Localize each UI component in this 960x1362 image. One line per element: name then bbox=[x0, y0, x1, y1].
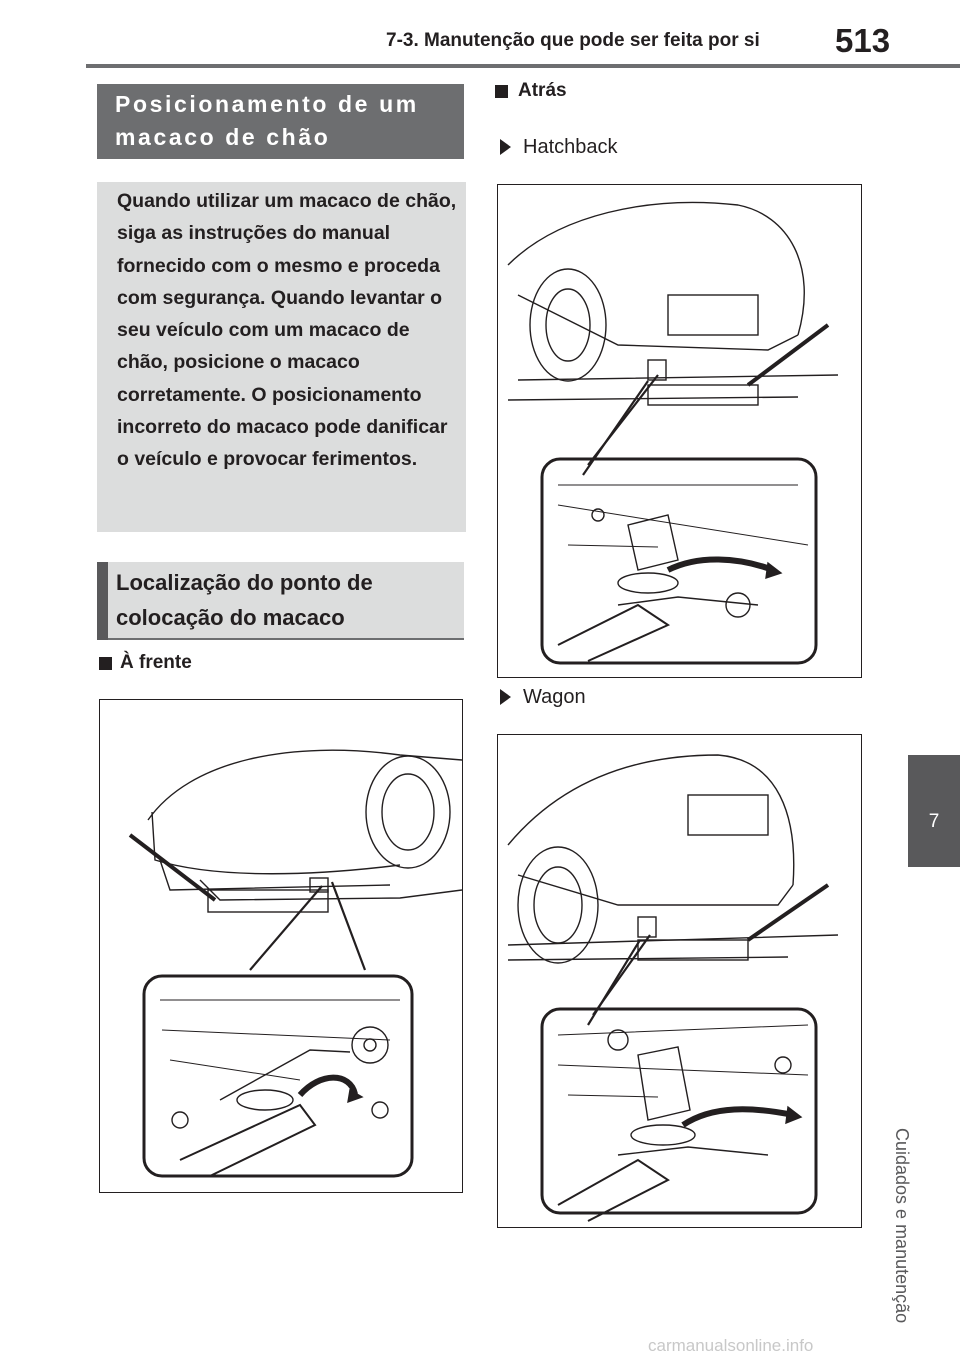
info-box-text: Quando utilizar um macaco de chão, siga as instruções do manual fornecido com o mesmo e proceda com segurança. Quando levantar o seu veículo com um macaco de chão, posicione o macaco corretamente. O posicionamento incorreto do macaco pode danificar o veículo e provocar ferimentos. bbox=[117, 190, 457, 471]
chapter-label: Cuidados e manutenção bbox=[892, 1128, 912, 1324]
bullet-square-front bbox=[99, 657, 112, 670]
subheading-rear: Atrás bbox=[518, 80, 567, 101]
figure-rear-hatchback bbox=[497, 184, 862, 678]
section-heading-jack-point bbox=[97, 562, 464, 640]
page-number: 513 bbox=[835, 22, 891, 59]
figure-front-jack-point bbox=[99, 699, 463, 1193]
bullet-triangle-wagon bbox=[500, 689, 511, 705]
bullet-square-rear bbox=[495, 85, 508, 98]
section-heading-text: Localização do ponto de colocação do macaco bbox=[116, 570, 373, 630]
section-heading-bar bbox=[97, 562, 108, 640]
header-rule bbox=[86, 64, 960, 68]
subheading-front: À frente bbox=[120, 652, 192, 673]
section-heading-text: Posicionamento de um macaco de chão bbox=[115, 91, 419, 150]
label-hatchback: Hatchback bbox=[523, 136, 618, 158]
header-section-title: 7-3. Manutenção que pode ser feita por si bbox=[386, 30, 760, 51]
label-wagon: Wagon bbox=[523, 686, 586, 708]
watermark: carmanualsonline.info bbox=[648, 1336, 814, 1355]
chapter-tab[interactable] bbox=[908, 755, 960, 867]
chapter-number: 7 bbox=[928, 811, 940, 832]
section-heading-floor-jack bbox=[97, 84, 464, 159]
bullet-triangle-hatchback bbox=[500, 139, 511, 155]
info-box bbox=[97, 182, 466, 532]
figure-rear-wagon bbox=[497, 734, 862, 1228]
